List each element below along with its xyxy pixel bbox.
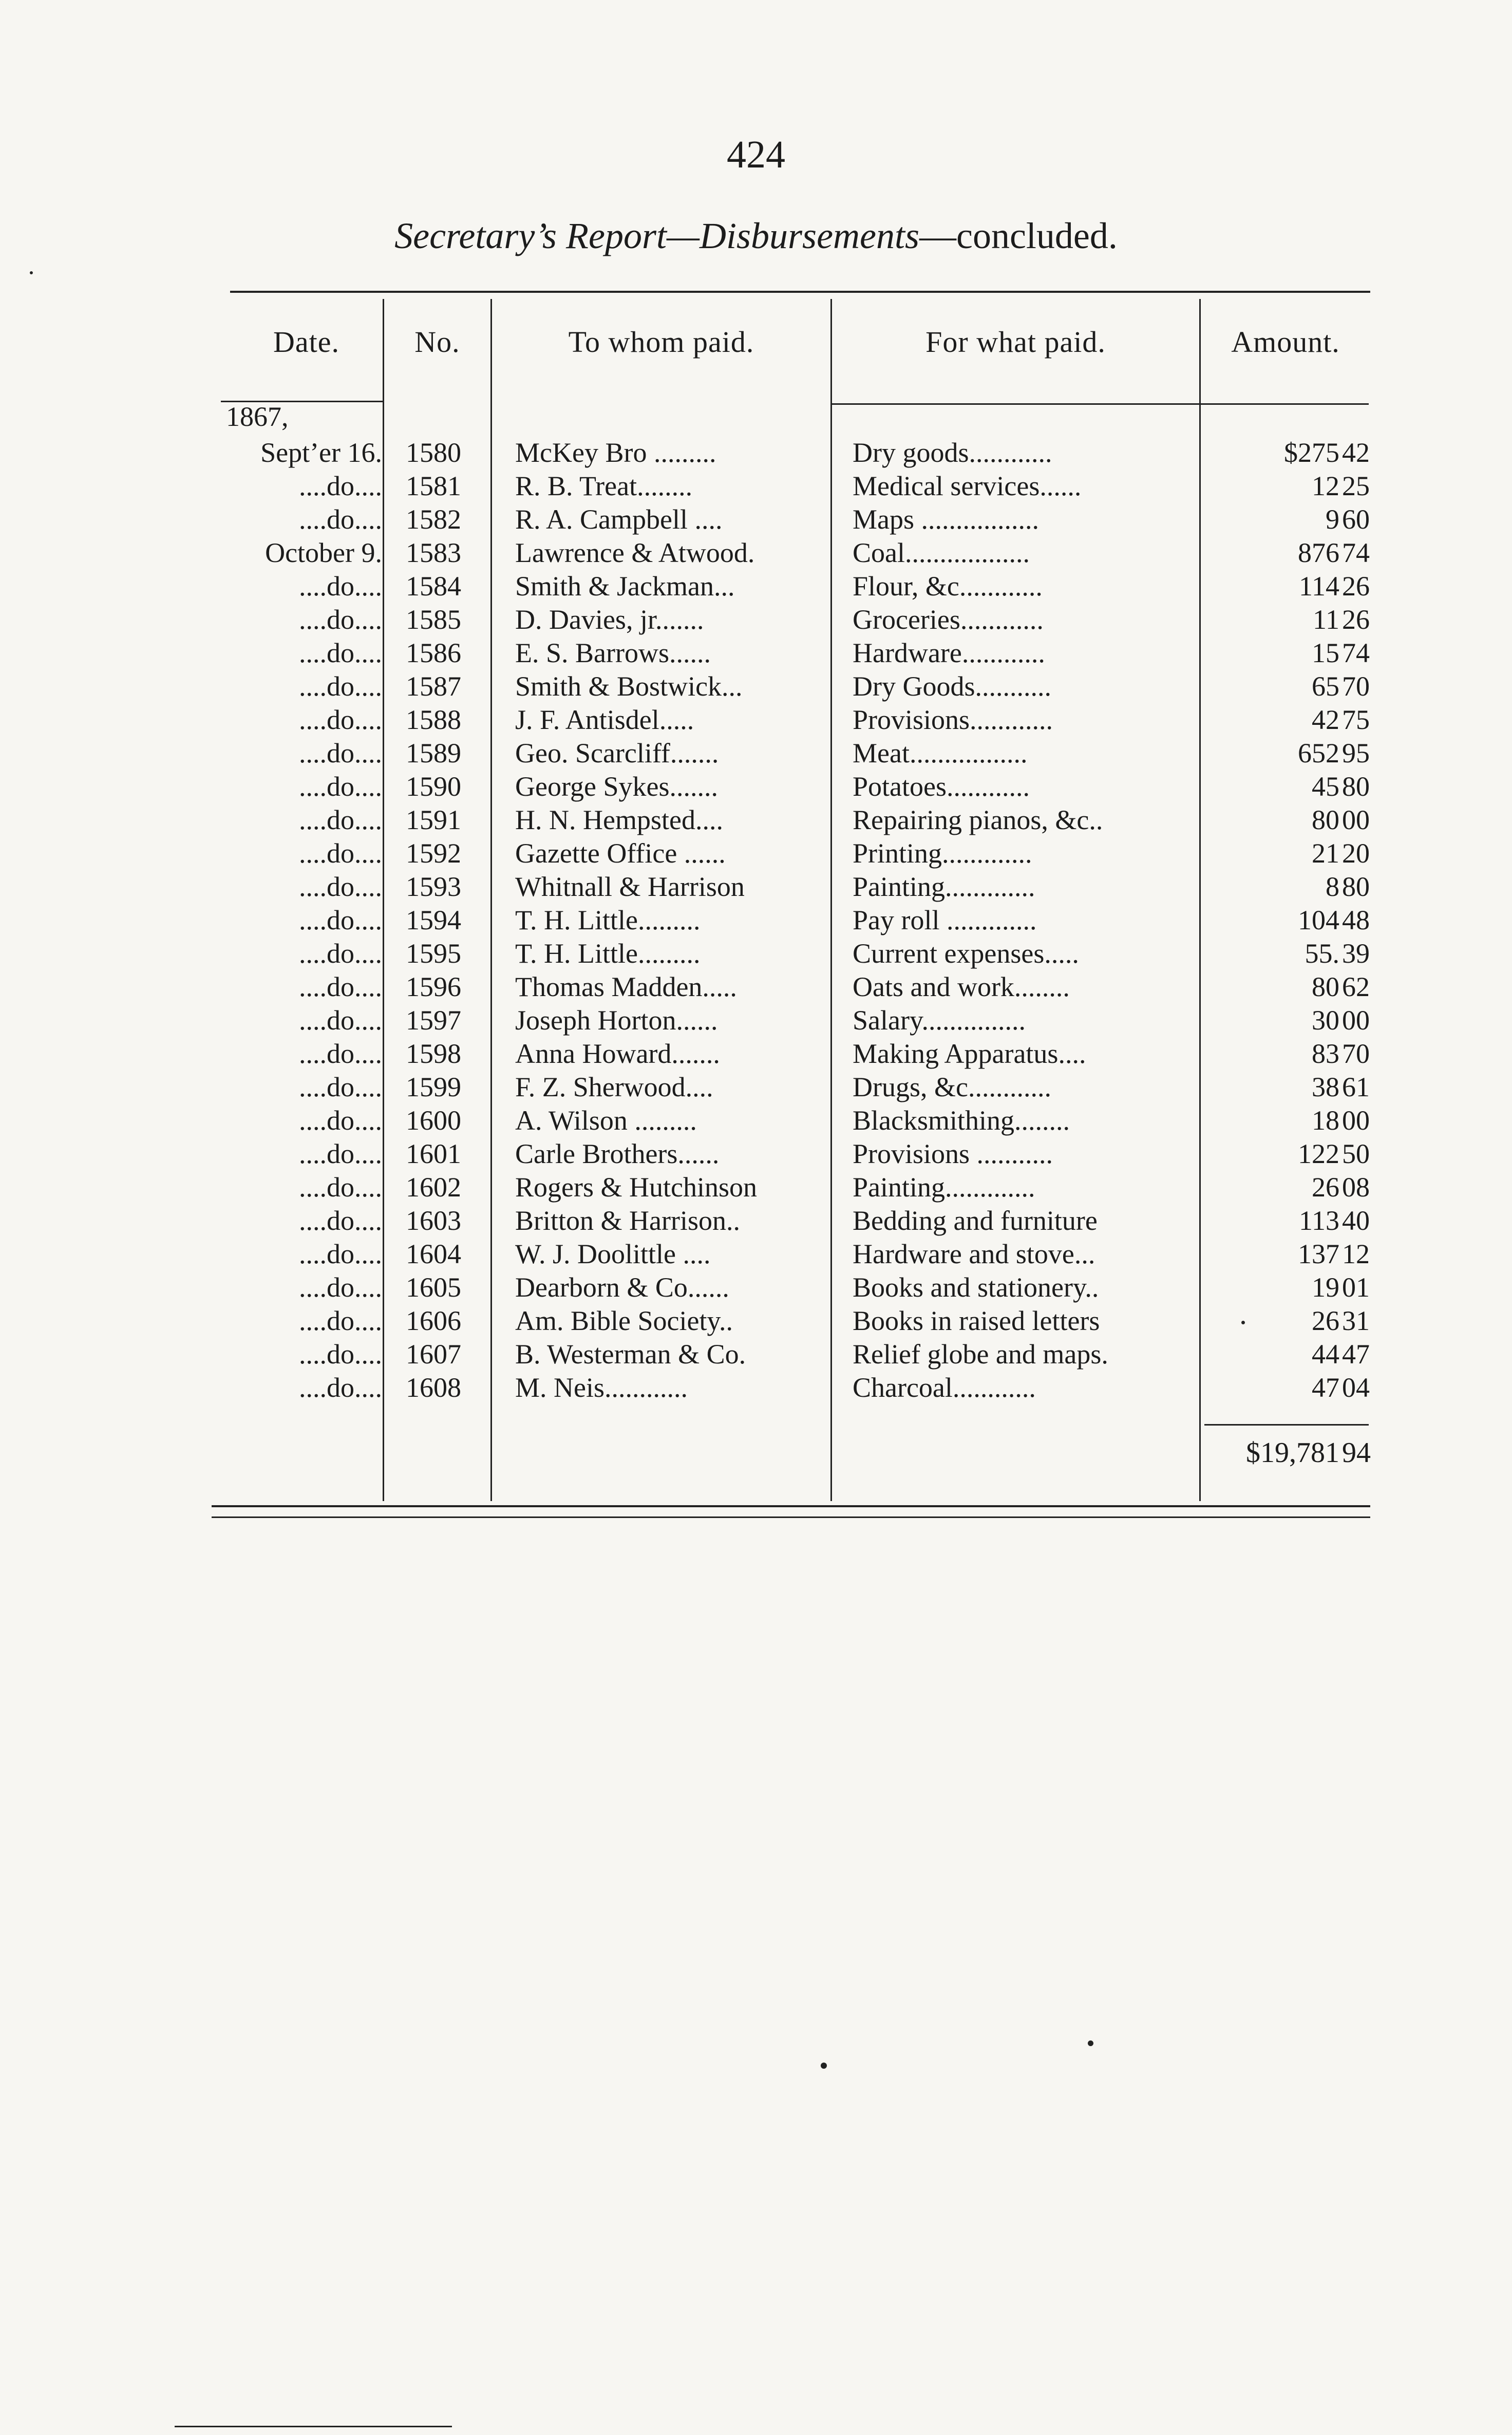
footer-rule (175, 2426, 452, 2427)
total-rule (1204, 1424, 1369, 1426)
cell-date: ....do.... (299, 704, 382, 735)
cell-purpose: Pay roll ............. (853, 905, 1037, 935)
cell-dollars: 19 (1312, 1272, 1339, 1303)
cell-dollars: 652 (1298, 738, 1339, 769)
table-row (0, 1004, 1512, 1038)
cell-cents: 50 (1342, 1138, 1370, 1169)
table-row (0, 570, 1512, 604)
cell-cents: 26 (1342, 571, 1370, 602)
table-row (0, 804, 1512, 837)
cell-dollars: 8 (1326, 871, 1339, 902)
cell-number: 1596 (406, 971, 461, 1002)
cell-number: 1592 (406, 838, 461, 869)
cell-date: ....do.... (299, 871, 382, 902)
table-row (0, 503, 1512, 537)
cell-cents: 74 (1342, 537, 1370, 568)
ink-speck (1088, 2040, 1093, 2046)
cell-cents: 00 (1342, 1005, 1370, 1036)
cell-date: ....do.... (299, 1205, 382, 1236)
cell-purpose: Drugs, &c............ (853, 1072, 1051, 1102)
cell-purpose: Current expenses..... (853, 938, 1079, 969)
cell-number: 1583 (406, 537, 461, 568)
table-row (0, 771, 1512, 804)
cell-cents: 00 (1342, 804, 1370, 835)
cell-number: 1600 (406, 1105, 461, 1136)
cell-payee: Am. Bible Society.. (515, 1305, 733, 1336)
cell-purpose: Bedding and furniture (853, 1205, 1098, 1236)
page-number: 424 (727, 133, 785, 176)
page-title (0, 215, 1512, 257)
cell-number: 1588 (406, 704, 461, 735)
cell-payee: Smith & Jackman... (515, 571, 735, 602)
cell-number: 1581 (406, 471, 461, 501)
cell-date: ....do.... (299, 1172, 382, 1203)
cell-purpose: Blacksmithing........ (853, 1105, 1070, 1136)
table-row (0, 938, 1512, 971)
cell-dollars: 122 (1298, 1138, 1339, 1169)
cell-payee: Anna Howard....... (515, 1038, 720, 1069)
cell-dollars: 45 (1312, 771, 1339, 802)
cell-dollars: 876 (1298, 537, 1339, 568)
cell-number: 1594 (406, 905, 461, 935)
table-row (0, 604, 1512, 637)
cell-purpose: Hardware............ (853, 638, 1045, 668)
cell-date: ....do.... (299, 604, 382, 635)
cell-date: ....do.... (299, 638, 382, 668)
cell-dollars: 9 (1326, 504, 1339, 535)
cell-date: ....do.... (299, 838, 382, 869)
cell-payee: T. H. Little......... (515, 905, 701, 935)
cell-number: 1602 (406, 1172, 461, 1203)
cell-payee: Carle Brothers...... (515, 1138, 720, 1169)
cell-dollars: 137 (1298, 1239, 1339, 1269)
cell-date: ....do.... (299, 1239, 382, 1269)
cell-payee: Thomas Madden..... (515, 971, 737, 1002)
cell-dollars: 80 (1312, 804, 1339, 835)
cell-payee: J. F. Antisdel..... (515, 704, 694, 735)
table-row (0, 704, 1512, 737)
cell-number: 1580 (406, 437, 461, 468)
cell-number: 1605 (406, 1272, 461, 1303)
cell-payee: McKey Bro ......... (515, 437, 716, 468)
cell-purpose: Printing............. (853, 838, 1032, 869)
cell-number: 1582 (406, 504, 461, 535)
cell-payee: Britton & Harrison.. (515, 1205, 740, 1236)
cell-cents: 39 (1342, 938, 1370, 969)
cell-date: ....do.... (299, 1038, 382, 1069)
cell-payee: R. A. Campbell .... (515, 504, 723, 535)
cell-dollars: 83 (1312, 1038, 1339, 1069)
cell-cents: 42 (1342, 437, 1370, 468)
cell-purpose: Groceries............ (853, 604, 1044, 635)
table-row (0, 437, 1512, 470)
header-purpose: For what paid. (925, 325, 1106, 359)
cell-cents: 20 (1342, 838, 1370, 869)
header-payee: To whom paid. (568, 325, 754, 359)
cell-date: ....do.... (299, 471, 382, 501)
cell-date: ....do.... (299, 1339, 382, 1370)
table-row (0, 871, 1512, 904)
table-row (0, 904, 1512, 938)
table-row (0, 1138, 1512, 1171)
table-row (0, 1305, 1512, 1338)
total-dollars: $19,781 (1246, 1437, 1339, 1469)
cell-payee: Dearborn & Co...... (515, 1272, 729, 1303)
cell-cents: 80 (1342, 871, 1370, 902)
cell-cents: 47 (1342, 1339, 1370, 1370)
cell-dollars: 21 (1312, 838, 1339, 869)
cell-date: ....do.... (299, 804, 382, 835)
table-row (0, 1038, 1512, 1071)
cell-number: 1585 (406, 604, 461, 635)
cell-cents: 61 (1342, 1072, 1370, 1102)
cell-dollars: 26 (1312, 1172, 1339, 1203)
cell-number: 1603 (406, 1205, 461, 1236)
cell-payee: Whitnall & Harrison (515, 871, 745, 902)
cell-date: ....do.... (299, 971, 382, 1002)
cell-number: 1587 (406, 671, 461, 702)
cell-date: ....do.... (299, 1072, 382, 1102)
cell-date: ....do.... (299, 1372, 382, 1403)
cell-purpose: Provisions............ (853, 704, 1053, 735)
cell-date: ....do.... (299, 905, 382, 935)
cell-number: 1601 (406, 1138, 461, 1169)
cell-payee: M. Neis............ (515, 1372, 688, 1403)
cell-cents: 08 (1342, 1172, 1370, 1203)
cell-dollars: 11 (1313, 604, 1339, 635)
table-row (0, 1271, 1512, 1305)
cell-purpose: Making Apparatus.... (853, 1038, 1086, 1069)
cell-number: 1608 (406, 1372, 461, 1403)
cell-date: ....do.... (299, 671, 382, 702)
cell-dollars: 30 (1312, 1005, 1339, 1036)
cell-purpose: Painting............. (853, 1172, 1035, 1203)
cell-dollars: 26 (1312, 1305, 1339, 1336)
cell-payee: Lawrence & Atwood. (515, 537, 755, 568)
cell-payee: B. Westerman & Co. (515, 1339, 746, 1370)
cell-number: 1604 (406, 1239, 461, 1269)
cell-purpose: Provisions ........... (853, 1138, 1053, 1169)
cell-purpose: Books and stationery.. (853, 1272, 1099, 1303)
cell-cents: 25 (1342, 471, 1370, 501)
table-row (0, 1372, 1512, 1405)
cell-payee: Smith & Bostwick... (515, 671, 743, 702)
cell-dollars: 104 (1298, 905, 1339, 935)
cell-cents: 48 (1342, 905, 1370, 935)
cell-dollars: 44 (1312, 1339, 1339, 1370)
ink-speck (821, 2063, 827, 2069)
cell-payee: F. Z. Sherwood.... (515, 1072, 713, 1102)
cell-dollars: 15 (1312, 638, 1339, 668)
cell-number: 1584 (406, 571, 461, 602)
cell-dollars: 114 (1299, 571, 1339, 602)
cell-payee: W. J. Doolittle .... (515, 1239, 711, 1269)
cell-date: ....do.... (299, 738, 382, 769)
header-amount: Amount. (1231, 325, 1340, 359)
cell-purpose: Relief globe and maps. (853, 1339, 1108, 1370)
cell-purpose: Coal.................. (853, 537, 1030, 568)
cell-payee: D. Davies, jr....... (515, 604, 704, 635)
cell-cents: 12 (1342, 1239, 1370, 1269)
cell-cents: 70 (1342, 1038, 1370, 1069)
cell-cents: 31 (1342, 1305, 1370, 1336)
cell-number: 1589 (406, 738, 461, 769)
cell-number: 1606 (406, 1305, 461, 1336)
cell-dollars: $275 (1284, 437, 1339, 468)
cell-cents: 74 (1342, 638, 1370, 668)
ink-speck (1241, 1321, 1245, 1324)
cell-purpose: Dry goods............ (853, 437, 1052, 468)
table-row (0, 1171, 1512, 1205)
cell-date: ....do.... (299, 1138, 382, 1169)
table-row (0, 837, 1512, 871)
cell-purpose: Flour, &c............ (853, 571, 1043, 602)
cell-cents: 70 (1342, 671, 1370, 702)
cell-cents: 00 (1342, 1105, 1370, 1136)
cell-number: 1599 (406, 1072, 461, 1102)
cell-payee: George Sykes....... (515, 771, 718, 802)
header-date: Date. (273, 325, 339, 359)
table-bottom-rule (212, 1516, 1370, 1518)
cell-cents: 04 (1342, 1372, 1370, 1403)
cell-purpose: Repairing pianos, &c.. (853, 804, 1103, 835)
cell-dollars: 113 (1299, 1205, 1339, 1236)
cell-cents: 80 (1342, 771, 1370, 802)
cell-payee: R. B. Treat........ (515, 471, 693, 501)
cell-number: 1598 (406, 1038, 461, 1069)
cell-cents: 26 (1342, 604, 1370, 635)
cell-cents: 40 (1342, 1205, 1370, 1236)
cell-cents: 60 (1342, 504, 1370, 535)
cell-cents: 01 (1342, 1272, 1370, 1303)
cell-dollars: 55. (1305, 938, 1339, 969)
cell-dollars: 65 (1312, 671, 1339, 702)
cell-purpose: Oats and work........ (853, 971, 1070, 1002)
cell-cents: 62 (1342, 971, 1370, 1002)
cell-number: 1607 (406, 1339, 461, 1370)
cell-purpose: Salary............... (853, 1005, 1026, 1036)
cell-date: ....do.... (299, 504, 382, 535)
cell-purpose: Charcoal............ (853, 1372, 1036, 1403)
cell-number: 1586 (406, 638, 461, 668)
cell-purpose: Hardware and stove... (853, 1239, 1095, 1269)
header-underline (830, 403, 1199, 405)
year-label: 1867, (226, 401, 289, 432)
cell-dollars: 80 (1312, 971, 1339, 1002)
table-row (0, 737, 1512, 771)
table-row (0, 1338, 1512, 1372)
cell-date: ....do.... (299, 771, 382, 802)
cell-number: 1595 (406, 938, 461, 969)
cell-payee: T. H. Little......... (515, 938, 701, 969)
table-row (0, 1071, 1512, 1104)
header-no: No. (414, 325, 460, 359)
cell-number: 1593 (406, 871, 461, 902)
page-title-main: Secretary’s Report—Disbursements (394, 215, 919, 256)
ink-speck (30, 271, 33, 274)
cell-dollars: 47 (1312, 1372, 1339, 1403)
table-row (0, 670, 1512, 704)
cell-number: 1597 (406, 1005, 461, 1036)
cell-cents: 75 (1342, 704, 1370, 735)
total-cents: 94 (1342, 1437, 1371, 1469)
cell-date: ....do.... (299, 1105, 382, 1136)
cell-payee: Geo. Scarcliff....... (515, 738, 719, 769)
cell-payee: Rogers & Hutchinson (515, 1172, 757, 1203)
cell-date: ....do.... (299, 1005, 382, 1036)
cell-date: ....do.... (299, 1272, 382, 1303)
cell-purpose: Painting............. (853, 871, 1035, 902)
cell-cents: 95 (1342, 738, 1370, 769)
table-row (0, 1205, 1512, 1238)
cell-purpose: Maps ................. (853, 504, 1039, 535)
cell-number: 1591 (406, 804, 461, 835)
cell-purpose: Books in raised letters (853, 1305, 1100, 1336)
table-bottom-rule (212, 1505, 1370, 1507)
cell-date: ....do.... (299, 938, 382, 969)
cell-dollars: 38 (1312, 1072, 1339, 1102)
table-row (0, 971, 1512, 1004)
table-row (0, 1104, 1512, 1138)
cell-purpose: Potatoes............ (853, 771, 1030, 802)
cell-dollars: 12 (1312, 471, 1339, 501)
cell-payee: E. S. Barrows...... (515, 638, 711, 668)
page-title-suffix: —concluded. (919, 215, 1118, 256)
table-row (0, 637, 1512, 670)
cell-date: ....do.... (299, 1305, 382, 1336)
cell-date: Sept’er 16. (260, 437, 382, 468)
table-row (0, 537, 1512, 570)
cell-dollars: 42 (1312, 704, 1339, 735)
cell-payee: Gazette Office ...... (515, 838, 726, 869)
cell-payee: H. N. Hempsted.... (515, 804, 723, 835)
table-row (0, 1238, 1512, 1271)
cell-payee: A. Wilson ......... (515, 1105, 697, 1136)
cell-dollars: 18 (1312, 1105, 1339, 1136)
cell-purpose: Medical services...... (853, 471, 1082, 501)
cell-payee: Joseph Horton...... (515, 1005, 718, 1036)
cell-purpose: Dry Goods........... (853, 671, 1051, 702)
header-underline (1199, 403, 1369, 405)
table-row (0, 470, 1512, 503)
cell-date: October 9. (265, 537, 382, 568)
cell-number: 1590 (406, 771, 461, 802)
cell-date: ....do.... (299, 571, 382, 602)
table-top-rule (230, 291, 1370, 293)
cell-purpose: Meat................. (853, 738, 1028, 769)
